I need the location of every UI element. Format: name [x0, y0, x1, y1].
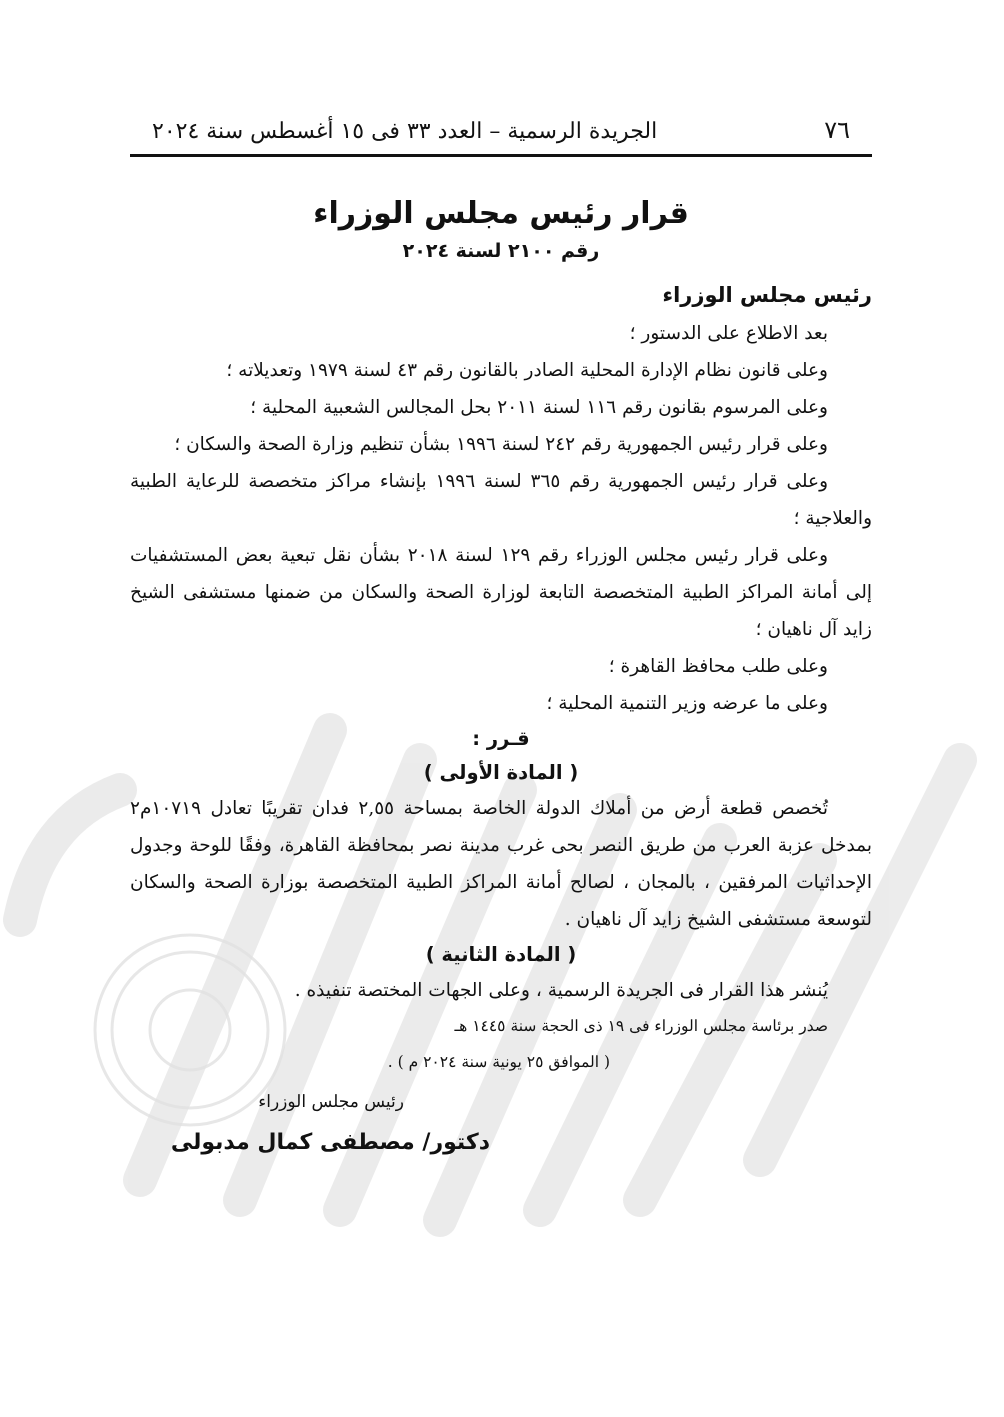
- article-1-text: تُخصص قطعة أرض من أملاك الدولة الخاصة بمساحة ٢,٥٥ فدان تقريبًا تعادل ١٠٧١٩م٢ بمدخل عزبة العرب من طريق النصر بحى غرب مدينة نصر بمحافظة القاهرة، وفقًا للوحة وجدول الإحداثيات المرفقين ، بالمجان ، لصالح أمانة المراكز الطبية المتخصصة بوزارة الصحة والسكان لتوسعة مستشفى الشيخ زايد آل ناهيان .: [130, 798, 872, 930]
- document-page: [130, 110, 872, 1163]
- preamble-item: وعلى ما عرضه وزير التنمية المحلية ؛: [546, 693, 828, 714]
- preamble-item: وعلى طلب محافظ القاهرة ؛: [608, 656, 828, 677]
- signatory-title: رئيس مجلس الوزراء: [258, 1092, 404, 1112]
- publication-line: الجريدة الرسمية – العدد ٣٣ فى ١٥ أغسطس سنة ٢٠٢٤: [152, 119, 658, 144]
- preamble-item: بعد الاطلاع على الدستور ؛: [629, 323, 828, 344]
- corresponding-date: ( الموافق ٢٥ يونية سنة ٢٠٢٤ م ) .: [387, 1053, 610, 1071]
- preamble-item: وعلى المرسوم بقانون رقم ١١٦ لسنة ٢٠١١ بحل المجالس الشعبية المحلية ؛: [250, 397, 828, 418]
- issuance-date: صدر برئاسة مجلس الوزراء فى ١٩ ذى الحجة سنة ١٤٤٥ هـ: [454, 1017, 828, 1035]
- preamble-item: وعلى قرار رئيس مجلس الوزراء رقم ١٢٩ لسنة ٢٠١٨ بشأن نقل تبعية بعض المستشفيات إلى أمانة المراكز الطبية المتخصصة التابعة لوزارة الصحة والسكان من ضمنها مستشفى الشيخ زايد آل ناهيان ؛: [130, 545, 872, 640]
- article-1-heading: ( المادة الأولى ): [423, 761, 579, 784]
- preamble-item: وعلى قانون نظام الإدارة المحلية الصادر بالقانون رقم ٤٣ لسنة ١٩٧٩ وتعديلاته ؛: [226, 360, 828, 381]
- page-number: ٧٦: [824, 116, 850, 144]
- gazette-header: [130, 110, 872, 157]
- article-2-text: يُنشر هذا القرار فى الجريدة الرسمية ، وعلى الجهات المختصة تنفيذه .: [294, 980, 828, 1001]
- issuing-authority: رئيس مجلس الوزراء: [662, 283, 872, 307]
- decree-number: رقم ٢١٠٠ لسنة ٢٠٢٤: [402, 240, 600, 262]
- preamble-item: وعلى قرار رئيس الجمهورية رقم ٣٦٥ لسنة ١٩٩٦ بإنشاء مراكز متخصصة للرعاية الطبية والعلاجية ؛: [130, 471, 872, 529]
- preamble-item: وعلى قرار رئيس الجمهورية رقم ٢٤٢ لسنة ١٩٩٦ بشأن تنظيم وزارة الصحة والسكان ؛: [174, 434, 828, 455]
- signatory-name: دكتور/ مصطفى كمال مدبولى: [170, 1130, 490, 1155]
- decree-title: قرار رئيس مجلس الوزراء: [313, 196, 689, 231]
- decided-heading: قـرر :: [472, 727, 530, 750]
- article-2-heading: ( المادة الثانية ): [425, 943, 577, 966]
